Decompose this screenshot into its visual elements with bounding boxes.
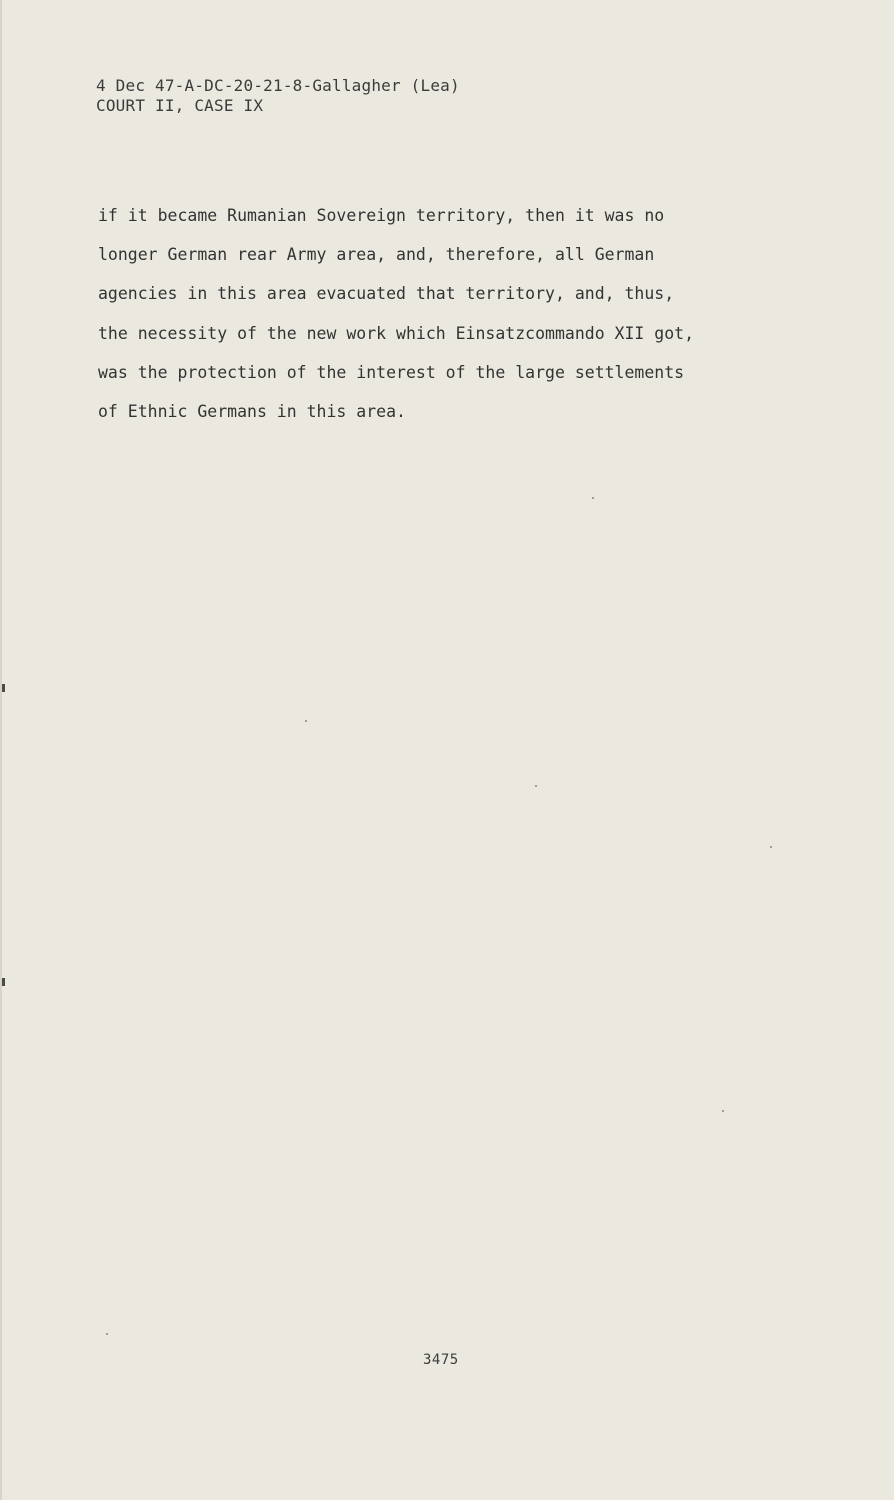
body-line: longer German rear Army area, and, therefore, all German [98, 245, 655, 265]
left-edge-mark [2, 684, 5, 692]
document-header [96, 76, 460, 116]
paper-speck [305, 720, 307, 722]
page-number: 3475 [423, 1352, 459, 1368]
header-court-case-line: COURT II, CASE IX [96, 96, 264, 115]
paper-speck [592, 497, 594, 499]
body-line: if it became Rumanian Sovereign territory, then it was no [98, 206, 665, 225]
header-session-line: 4 Dec 47-A-DC-20-21-8-Gallagher (Lea) [96, 76, 460, 95]
body-line: was the protection of the interest of the large settlements [98, 362, 685, 382]
paper-speck [722, 1110, 724, 1112]
left-edge-mark [2, 978, 5, 986]
paper-speck [106, 1333, 108, 1335]
paper-speck [770, 846, 772, 848]
body-line: agencies in this area evacuated that territory, and, thus, [98, 284, 675, 304]
body-line: the necessity of the new work which Einsatzcommando XII got, [98, 323, 695, 343]
transcript-body [98, 196, 818, 431]
body-line: of Ethnic Germans in this area. [98, 402, 406, 422]
paper-speck [535, 785, 537, 787]
